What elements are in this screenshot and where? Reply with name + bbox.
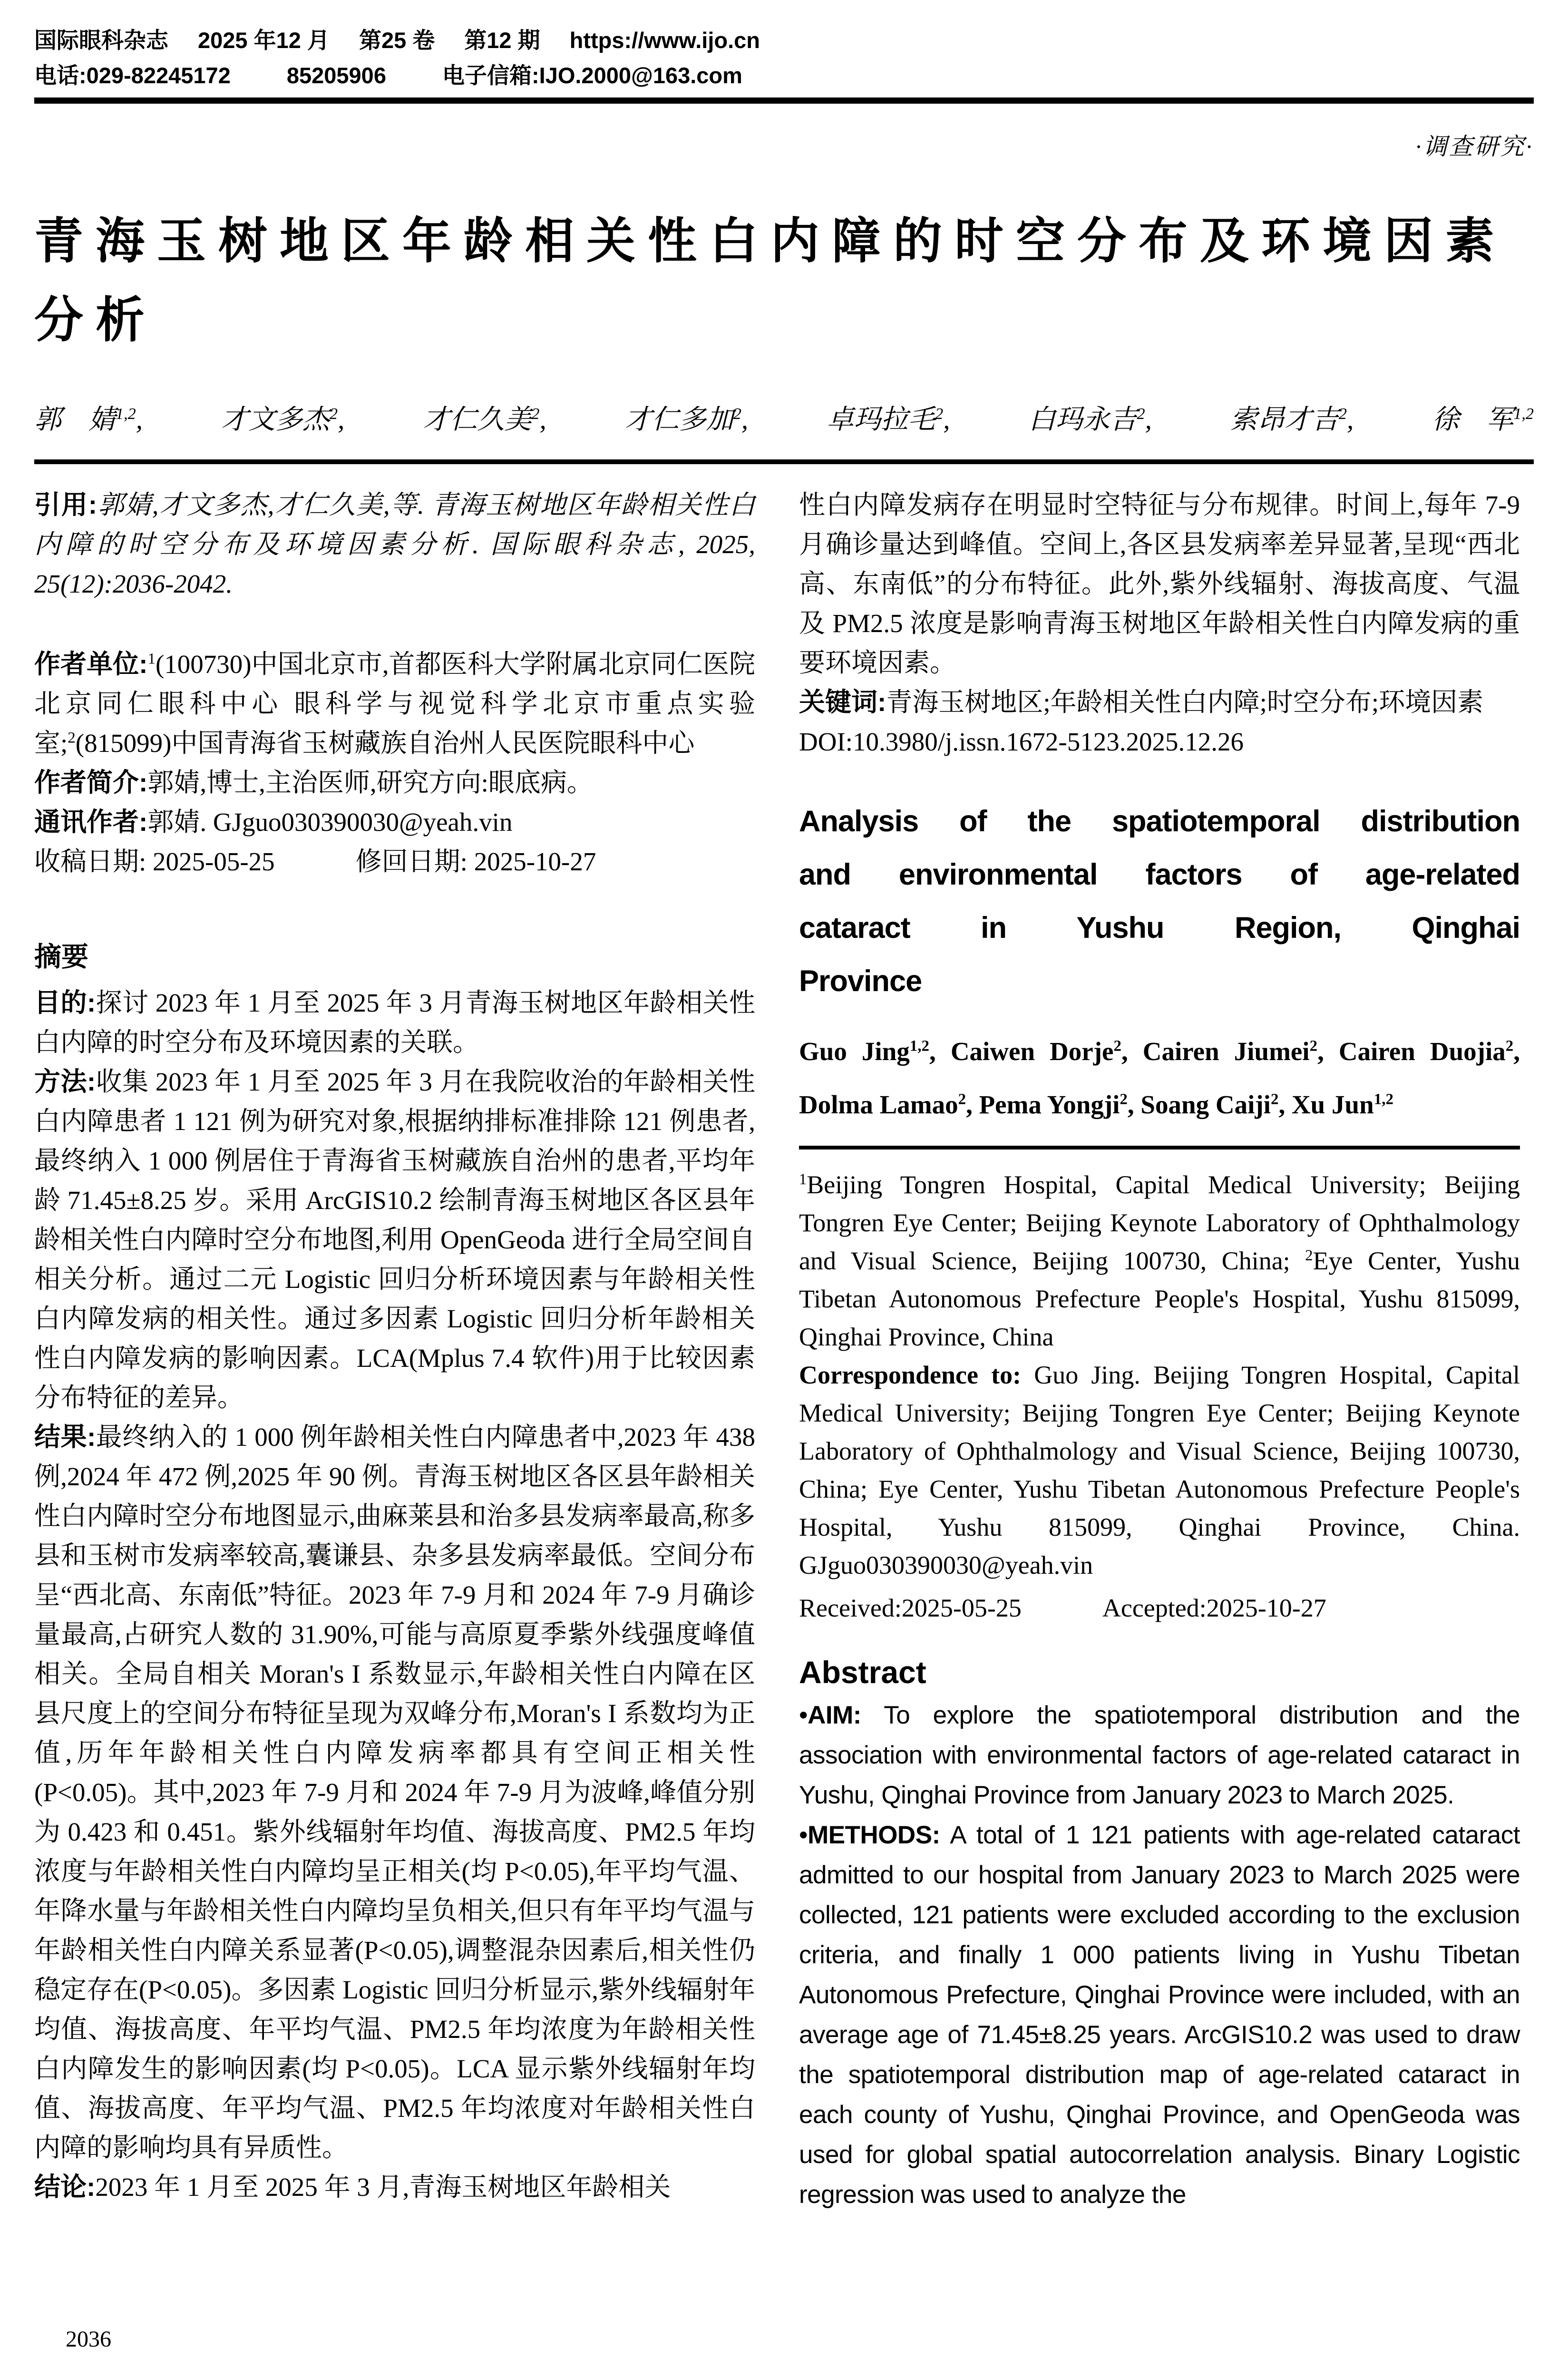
text-segment: , Xu Jun <box>1278 1090 1374 1119</box>
authors-divider-rule <box>799 1146 1520 1150</box>
aim-paragraph-en <box>799 1695 1520 1815</box>
text-segment: 郭婧,博士,主治医师,研究方向:眼底病。 <box>147 768 593 797</box>
abstract-en-heading: Abstract <box>799 1655 926 1690</box>
text-segment: 作者单位: <box>34 649 148 679</box>
journal-volume: 第25 卷 <box>359 28 435 53</box>
article-title-en-line: Province <box>799 964 922 998</box>
results-paragraph-cn <box>34 1417 755 2167</box>
article-body <box>34 485 1534 2215</box>
text-segment: 引用: <box>34 490 97 519</box>
text-segment: 修回日期: 2025-10-27 <box>355 847 596 876</box>
text-segment: Guo Jing <box>799 1037 910 1066</box>
methods-paragraph-cn <box>34 1062 755 1417</box>
abstract-cn-heading: 摘要 <box>34 942 88 972</box>
text-segment: 收集 2023 年 1 月至 2025 年 3 月在我院收治的年龄相关性白内障患者 1 121 例为研究对象,根据纳排标准排除 121 例患者,最终纳入 1 000 例居住于青海省玉树藏族自治州的患者,平均年龄 71.45±8.25 岁。采用 ArcGIS10.2 绘制青海玉树地区各区县年龄相关性白内障时空分布地图,利用 OpenGeoda 进行全局空间自相关分析。通过二元 Logistic 回归分析环境因素与年龄相关性白内障发病的相关性。通过多因素 Logistic 回归分析年龄相关性白内障发病的影响因素。LCA(Mplus 7.4 软件)用于比较因素分布特征的差异。 <box>34 1067 755 1412</box>
right-column <box>799 485 1520 2215</box>
text-segment: A total of 1 121 patients with age-related cataract admitted to our hospital from January 2023 to March 2025 were collected, 121 patients were excluded according to the exclusion criteria, and finally 1 000 patients living in Yushu Tibetan Autonomous Prefecture, Qinghai Province were included, with an average age of 71.45±8.25 years. ArcGIS10.2 was used to draw the spatiotemporal distribution map of age-related cataract in each county of Yushu, Qinghai Province, and OpenGeoda was used for global spatial autocorrelation analysis. Binary Logistic regression was used to analyze the <box>799 1821 1520 2209</box>
journal-issue: 第12 期 <box>464 28 540 53</box>
author-name-cn: 徐 军$^{1,2}$ <box>1432 405 1534 435</box>
text-segment: 1 <box>147 650 156 668</box>
text-segment: 2 <box>1305 1247 1313 1264</box>
text-segment: , Pema Yongji <box>966 1090 1120 1119</box>
text-segment: 2 <box>68 729 76 747</box>
corresponding-author-paragraph <box>34 802 755 842</box>
author-name-cn: 才文多杰$^2$, <box>221 405 345 435</box>
text-segment: 2 <box>1113 1037 1121 1055</box>
affiliation-cn-paragraph <box>34 644 755 763</box>
received-accepted-line <box>799 1589 1520 1627</box>
text-segment: , Soang Caiji <box>1127 1090 1271 1119</box>
article-title-en <box>799 795 1520 1008</box>
author-name-cn: 才仁久美$^2$, <box>423 405 546 435</box>
conclusion-continuation <box>799 485 1520 682</box>
article-title-en-line: and environmental factors of age-related <box>799 858 1520 891</box>
authors-rule <box>34 459 1534 464</box>
text-segment: • <box>799 1821 808 1849</box>
journal-phone-2: 85205906 <box>286 63 386 88</box>
citation-paragraph <box>34 485 755 604</box>
text-segment: 郭婧. GJguo030390030@yeah.vin <box>147 808 513 837</box>
journal-title-cn: 国际眼科杂志 <box>34 28 168 53</box>
authors-en <box>799 1025 1520 1131</box>
text-segment: 结果: <box>34 1422 96 1452</box>
conclusion-paragraph-cn <box>34 2167 755 2207</box>
left-column <box>34 485 755 2215</box>
text-segment: METHODS: <box>808 1821 940 1849</box>
author-name-cn: 郭 婧$^{1,2}$, <box>34 405 143 435</box>
text-segment: 2 <box>1270 1091 1279 1108</box>
text-segment: • <box>799 1701 808 1729</box>
text-segment: 2023 年 1 月至 2025 年 3 月,青海玉树地区年龄相关 <box>95 2172 671 2202</box>
dates-line <box>34 842 755 881</box>
author-bio-paragraph <box>34 763 755 802</box>
text-segment: 探讨 2023 年 1 月至 2025 年 3 月青海玉树地区年龄相关性白内障的时空分布及环境因素的关联。 <box>34 988 755 1057</box>
text-segment: 结论: <box>34 2172 96 2202</box>
text-segment: 通讯作者: <box>34 807 148 837</box>
keywords-paragraph <box>799 682 1520 722</box>
text-segment: Eye Center, Yushu Tibetan Autonomous Prefecture People's Hospital, Yushu 815099, Qinghai Province, China <box>799 1247 1520 1351</box>
text-segment: 作者简介: <box>34 768 148 797</box>
text-segment: 1,2 <box>1373 1091 1393 1108</box>
authors-cn <box>34 399 1534 441</box>
text-segment: 方法: <box>34 1067 96 1096</box>
header-line-2 <box>34 61 1534 90</box>
article-title-en-line: cataract in Yushu Region, Qinghai <box>799 911 1520 945</box>
text-segment: 最终纳入的 1 000 例年龄相关性白内障患者中,2023 年 438 例,2024 年 472 例,2025 年 90 例。青海玉树地区各区县年龄相关性白内障时空分布地图显示,曲麻莱县和治多县发病率最高,称多县和玉树市发病率较高,囊谦县、杂多县发病率最低。空间分布呈“西北高、东南低”特征。2023 年 7-9 月和 2024 年 7-9 月确诊量最高,占研究人数的 31.90%,可能与高原夏季紫外线强度峰值相关。全局自相关 Moran's I 系数显示,年龄相关性白内障在区县尺度上的空间分布特征呈现为双峰分布,Moran's I 系数均为正值,历年年龄相关性白内障发病率都具有空间正相关性(P<0.05)。其中,2023 年 7-9 月和 2024 年 7-9 月为波峰,峰值分别为 0.423 和 0.451。紫外线辐射年均值、海拔高度、PM2.5 年均浓度与年龄相关性白内障均呈正相关(均 P<0.05),年平均气温、年降水量与年龄相关性白内障均呈负相关,但只有年平均气温与年龄相关性白内障关系显著(P<0.05),调整混杂因素后,相关性仍稳定存在(P<0.05)。多因素 Logistic 回归分析显示,紫外线辐射年均值、海拔高度、年平均气温、PM2.5 年均浓度为年龄相关性白内障发生的影响因素(均 P<0.05)。LCA 显示紫外线辐射年均值、海拔高度、年平均气温、PM2.5 年均浓度对年龄相关性白内障的影响均具有异质性。 <box>34 1422 755 2162</box>
text-segment: (815099)中国青海省玉树藏族自治州人民医院眼科中心 <box>75 729 695 758</box>
journal-date: 2025 年12 月 <box>198 28 330 53</box>
correspondence-paragraph <box>799 1356 1520 1584</box>
article-title-cn: 青海玉树地区年龄相关性白内障的时空分布及环境因素分析 <box>34 214 1507 347</box>
text-segment: 关键词: <box>799 687 886 717</box>
author-name-cn: 才仁多加$^2$, <box>624 405 749 435</box>
text-segment: Guo Jing. Beijing Tongren Hospital, Capital Medical University; Beijing Tongren Eye Center; Beijing Keynote Laboratory of Ophthalmology and Visual Science, Beijing 100730, China; Eye Center, Yushu Tibetan Autonomous Prefecture People's Hospital, Yushu 815099, Qinghai Province, China. GJguo030390030@yeah.vin <box>799 1361 1520 1579</box>
article-title-en-line: Analysis of the spatiotemporal distribution <box>799 805 1520 838</box>
methods-paragraph-en <box>799 1815 1520 2215</box>
journal-website-link[interactable]: https://www.ijo.cn <box>569 28 760 53</box>
text-segment: 目的: <box>34 988 96 1017</box>
author-name-cn: 白玛永吉$^2$, <box>1028 405 1152 435</box>
text-segment: To explore the spatiotemporal distribution and the association with environmental factors of age-related cataract in Yushu, Qinghai Province from January 2023 to March 2025. <box>799 1701 1520 1809</box>
author-name-cn: 索昂才吉$^2$, <box>1230 405 1354 435</box>
page-number: 2036 <box>66 2327 111 2352</box>
text-segment: Accepted:2025-10-27 <box>1102 1594 1326 1622</box>
text-segment: , Cairen Jiumei <box>1121 1037 1310 1066</box>
text-segment: Received:2025-05-25 <box>799 1594 1022 1622</box>
text-segment: 2 <box>1309 1037 1318 1055</box>
section-tag: ·调查研究· <box>1415 133 1534 160</box>
text-segment: 青海玉树地区;年龄相关性白内障;时空分布;环境因素 <box>886 688 1484 717</box>
text-segment: Correspondence to: <box>799 1361 1022 1389</box>
text-segment: 郭婧,才文多杰,才仁久美,等. 青海玉树地区年龄相关性白内障的时空分布及环境因素分析. 国际眼科杂志, 2025, 25(12):2036-2042. <box>34 490 755 598</box>
aim-paragraph-cn <box>34 983 755 1062</box>
affiliation-en-paragraph <box>799 1166 1520 1356</box>
journal-email: 电子信箱:IJO.2000@163.com <box>442 63 742 88</box>
text-segment: (100730)中国北京市,首都医科大学附属北京同仁医院 北京同仁眼科中心 眼科学与视觉科学北京市重点实验室; <box>34 650 755 758</box>
header-rule <box>34 97 1534 104</box>
header-line-1 <box>34 26 1534 55</box>
text-segment: Beijing Tongren Hospital, Capital Medical University; Beijing Tongren Eye Center; Beijing Keynote Laboratory of Ophthalmology and Visual Science, Beijing 100730, China; <box>799 1170 1520 1275</box>
author-name-cn: 卓玛拉毛$^2$, <box>827 405 950 435</box>
page-header <box>34 26 1534 90</box>
text-segment: 2 <box>1120 1091 1128 1108</box>
text-segment: 2 <box>1505 1037 1514 1055</box>
journal-phone: 电话:029-82245172 <box>34 63 231 88</box>
text-segment: , Dolma Lamao <box>799 1037 1520 1119</box>
text-segment: , Cairen Duojia <box>1317 1037 1506 1066</box>
text-segment: 性白内障发病存在明显时空特征与分布规律。时间上,每年 7-9 月确诊量达到峰值。空间上,各区县发病率差异显著,呈现“西北高、东南低”的分布特征。此外,紫外线辐射、海拔高度、气温及 PM2.5 浓度是影响青海玉树地区年龄相关性白内障发病的重要环境因素。 <box>799 490 1520 677</box>
text-segment: 1,2 <box>909 1037 930 1055</box>
text-segment: AIM: <box>808 1701 861 1729</box>
text-segment: 1 <box>799 1171 807 1188</box>
text-segment: 收稿日期: 2025-05-25 <box>34 847 275 876</box>
text-segment: 2 <box>958 1091 966 1108</box>
doi-line: DOI:10.3980/j.issn.1672-5123.2025.12.26 <box>799 727 1244 756</box>
text-segment: , Caiwen Dorje <box>929 1037 1114 1066</box>
